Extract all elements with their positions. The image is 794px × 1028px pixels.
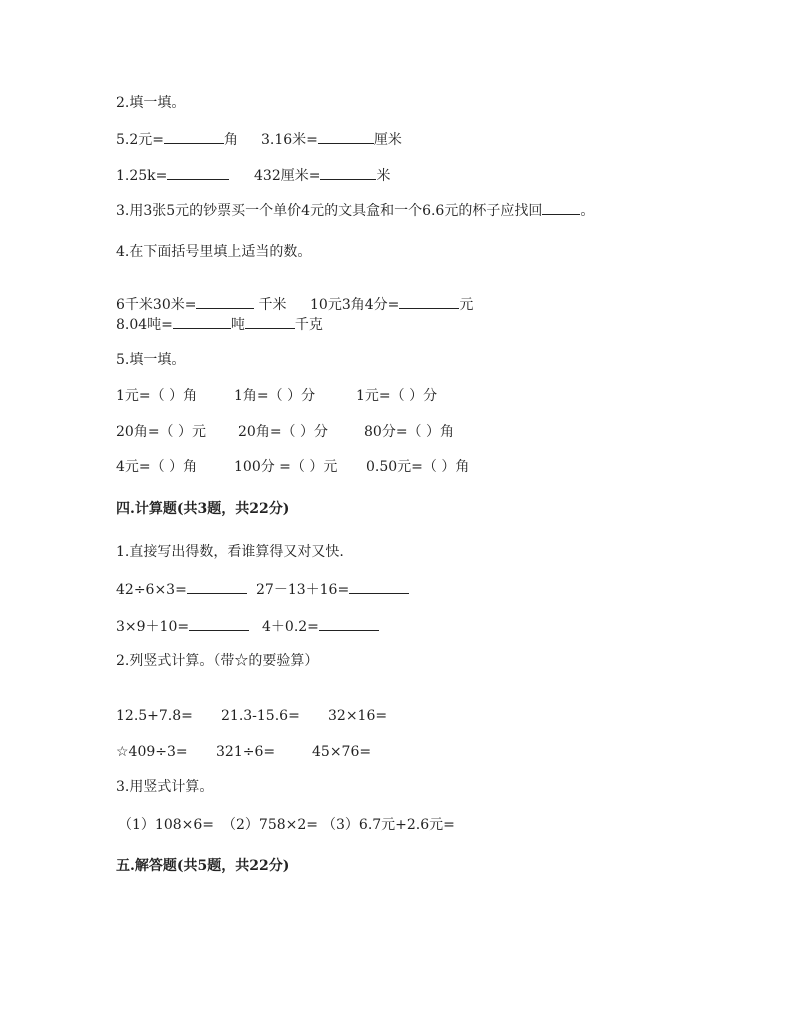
- q5-r2-item-2: 20角=（ ）分: [238, 424, 328, 440]
- calc-2-r2-item-3: 45×76=: [312, 744, 372, 760]
- q4-r1-b-prefix: 10元3角4分=: [310, 297, 400, 313]
- answer-blank[interactable]: [320, 167, 376, 180]
- calc-2-r1-item-1: 12.5+7.8=: [116, 708, 193, 724]
- answer-blank[interactable]: [349, 581, 409, 594]
- answer-blank[interactable]: [167, 167, 229, 180]
- calc-2-r2-item-1: ☆409÷3=: [116, 744, 188, 760]
- question-3-end: 。: [580, 203, 595, 219]
- answer-blank[interactable]: [164, 131, 224, 144]
- q2-r1-b-suffix: 厘米: [373, 132, 402, 148]
- q4-r2-mid: 吨: [230, 317, 245, 333]
- answer-blank[interactable]: [196, 296, 254, 309]
- question-3: [116, 202, 594, 220]
- q5-r3-item-1: 4元=（ ）角: [116, 459, 198, 475]
- q4-r2-suffix: 千克: [294, 317, 323, 333]
- q2-r2-b-prefix: 432厘米=: [254, 168, 321, 184]
- answer-blank[interactable]: [399, 296, 459, 309]
- question-4-row-2: [116, 316, 323, 334]
- answer-blank[interactable]: [319, 618, 379, 631]
- answer-blank[interactable]: [245, 316, 295, 329]
- q5-r3-item-2: 100分 =（ ）元: [234, 459, 338, 475]
- q4-r1-b-suffix: 元: [459, 297, 474, 313]
- section-5-heading: 五.解答题(共5题，共22分): [116, 858, 290, 874]
- answer-blank[interactable]: [542, 202, 580, 215]
- q2-r2-a-prefix: 1.25k=: [116, 168, 168, 184]
- calc-3-item-3: （3）6.7元+2.6元=: [322, 817, 455, 833]
- calc-3-item-2: （2）758×2=: [222, 817, 318, 833]
- calc-1-r2-a: 3×9＋10=: [116, 619, 190, 635]
- q2-r1-a-suffix: 角: [224, 132, 238, 148]
- q4-r1-a-prefix: 6千米30米=: [116, 297, 197, 313]
- answer-blank[interactable]: [189, 618, 249, 631]
- q5-r2-item-1: 20角=（ ）元: [116, 424, 206, 440]
- calc-3-item-1: （1）108×6=: [118, 817, 214, 833]
- calc-1-r1-b: 27－13＋16=: [256, 582, 350, 598]
- calc-2-r2-item-2: 321÷6=: [216, 744, 276, 760]
- question-3-text: 3.用3张5元的钞票买一个单价4元的文具盒和一个6.6元的杯子应找回: [116, 203, 543, 219]
- calc-2-r1-item-3: 32×16=: [328, 708, 388, 724]
- q5-r3-item-3: 0.50元=（ ）角: [366, 459, 470, 475]
- calc-3-title: 3.用竖式计算。: [116, 779, 214, 795]
- answer-blank[interactable]: [173, 316, 231, 329]
- q4-r2-prefix: 8.04吨=: [116, 317, 173, 333]
- calc-2-r1-item-2: 21.3-15.6=: [221, 708, 300, 724]
- question-2-title: 2.填一填。: [116, 95, 186, 111]
- calc-1-title: 1.直接写出得数，看谁算得又对又快.: [116, 544, 344, 560]
- question-5-title: 5.填一填。: [116, 352, 186, 368]
- q5-r2-item-3: 80分=（ ）角: [364, 424, 454, 440]
- q5-r1-item-3: 1元=（ ）分: [356, 388, 438, 404]
- calc-1-r2-b: 4＋0.2=: [262, 619, 319, 635]
- calc-1-r1-a: 42÷6×3=: [116, 582, 187, 598]
- section-4-heading: 四.计算题(共3题，共22分): [116, 501, 290, 517]
- q2-r1-a-prefix: 5.2元=: [116, 132, 164, 148]
- q2-r2-b-suffix: 米: [376, 168, 391, 184]
- q2-r1-b-prefix: 3.16米=: [261, 132, 318, 148]
- question-4-title: 4.在下面括号里填上适当的数。: [116, 244, 312, 260]
- q4-r1-a-suffix: 千米: [258, 297, 287, 313]
- answer-blank[interactable]: [318, 131, 374, 144]
- calc-2-title: 2.列竖式计算。（带☆的要验算）: [116, 653, 319, 669]
- q5-r1-item-2: 1角=（ ）分: [234, 388, 316, 404]
- q5-r1-item-1: 1元=（ ）角: [116, 388, 198, 404]
- answer-blank[interactable]: [187, 581, 247, 594]
